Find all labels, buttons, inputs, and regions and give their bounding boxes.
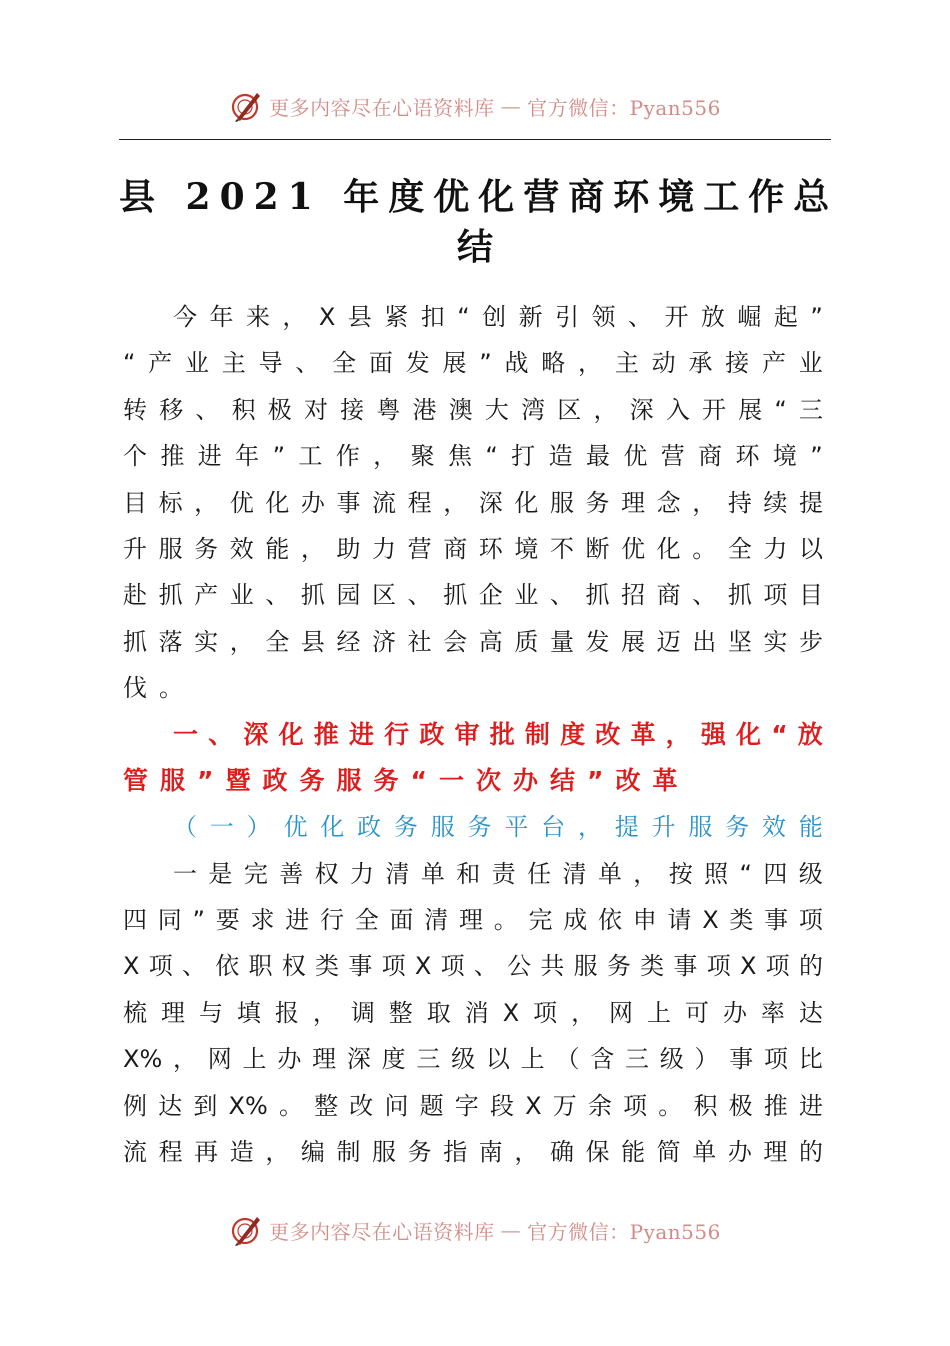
watermark-separator: —: [500, 1218, 522, 1242]
paragraph-line: X 项 、 依 职 权 类 事 项 X 项 、 公 共 服 务 类 事 项 X 项 的: [123, 952, 823, 981]
header-rule: [119, 139, 831, 140]
paragraph-line: 抓 落 实 ， 全 县 经 济 社 会 高 质 量 发 展 迈 出 坚 实 步: [123, 627, 823, 656]
section-heading-line: 一 、 深 化 推 进 行 政 审 批 制 度 改 革 ， 强 化 “ 放: [173, 719, 823, 749]
header-watermark: [0, 86, 950, 126]
paragraph-line: 升 服 务 效 能 ， 助 力 营 商 环 境 不 断 优 化 。 全 力 以: [123, 534, 823, 563]
watermark-text: 更多内容尽在心语资料库: [269, 1219, 495, 1244]
watermark-text: 更多内容尽在心语资料库: [269, 95, 495, 120]
paragraph-line: “ 产 业 主 导 、 全 面 发 展 ” 战 略 ， 主 动 承 接 产 业: [123, 349, 823, 378]
paragraph-line: 伐 。: [123, 674, 183, 703]
subsection-heading-line: （ 一 ） 优 化 政 务 服 务 平 台 ， 提 升 服 务 效 能: [173, 813, 823, 842]
title-line-2: 结: [456, 226, 493, 268]
pen-seal-icon: [229, 89, 263, 123]
watermark-suffix: 官方微信：Pyan556: [527, 1219, 721, 1244]
paragraph-line: 流 程 再 造 ， 编 制 服 务 指 南 ， 确 保 能 简 单 办 理 的: [123, 1138, 823, 1167]
watermark-suffix: 官方微信：Pyan556: [527, 95, 721, 120]
title-line-1: 县 2021 年度优化营商环境工作总: [119, 176, 839, 218]
document-body: [123, 294, 823, 1175]
paragraph-line: 一 是 完 善 权 力 清 单 和 责 任 清 单 ， 按 照 “ 四 级: [173, 859, 823, 888]
document-title: [119, 172, 839, 272]
watermark-separator: —: [500, 94, 522, 118]
paragraph-line: 今 年 来 ， X 县 紧 扣 “ 创 新 引 领 、 开 放 崛 起 ”: [173, 303, 823, 331]
paragraph-line: 例 达 到 X% 。 整 改 问 题 字 段 X 万 余 项 。 积 极 推 进: [123, 1091, 823, 1120]
paragraph-line: 目 标 ， 优 化 办 事 流 程 ， 深 化 服 务 理 念 ， 持 续 提: [123, 488, 823, 517]
paragraph-line: 四 同 ” 要 求 进 行 全 面 清 理 。 完 成 依 申 请 X 类 事 项: [123, 906, 823, 935]
section-heading-line: 管 服 ” 暨 政 务 服 务 “ 一 次 办 结 ” 改 革: [123, 765, 678, 795]
paragraph-line: 赴 抓 产 业 、 抓 园 区 、 抓 企 业 、 抓 招 商 、 抓 项 目: [123, 581, 823, 610]
paragraph-line: 个 推 进 年 ” 工 作 ， 聚 焦 “ 打 造 最 优 营 商 环 境 ”: [123, 442, 823, 471]
footer-watermark: [0, 1210, 950, 1250]
pen-seal-icon: [229, 1213, 263, 1247]
paragraph-line: X% ， 网 上 办 理 深 度 三 级 以 上 （ 含 三 级 ） 事 项 比: [123, 1045, 823, 1074]
paragraph-line: 转 移 、 积 极 对 接 粤 港 澳 大 湾 区 ， 深 入 开 展 “ 三: [123, 395, 823, 424]
paragraph-line: 梳 理 与 填 报 ， 调 整 取 消 X 项 ， 网 上 可 办 率 达: [123, 998, 823, 1027]
